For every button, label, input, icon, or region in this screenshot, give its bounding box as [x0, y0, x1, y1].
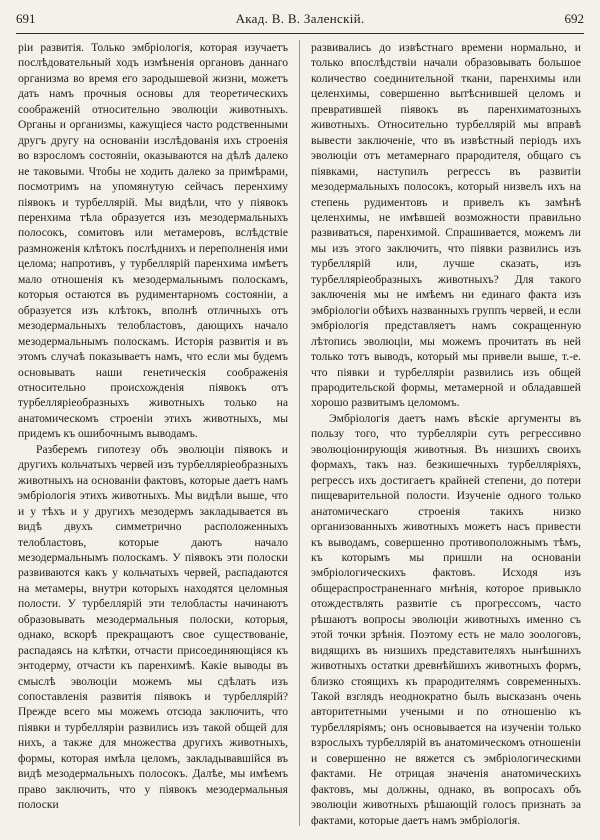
left-column [18, 40, 288, 826]
header-rule [16, 33, 584, 34]
page-number-left: 691 [16, 11, 36, 26]
paragraph: развивались до извѣстнаго времени нормально, и только впослѣдствіи начали образовывать большое количество соединительной ткани, паренхимы или целенхимы, совершенно вытѣснившей целомъ и превратившей піявокъ въ паренхиматозныхъ животныхъ. Относительно турбеллярій мы вправѣ вывести заключеніе, что въ извѣстный періодъ ихъ эволюціи отъ метамернаго прародителя, общаго съ піявками, наступилъ регрессъ въ развитіи мезодермальныхъ полосокъ, который низвелъ ихъ на степень рудиментовъ и привелъ къ замѣнѣ целенхимы, не имѣвшей возможности правильно развиваться, паренхимой. Спрашивается, можемъ ли мы изъ этого заключить, что піявки развились изъ турбеллярій или, лучше сказать, изъ турбелляріеобразныхъ животныхъ? Для такого заключенія мы не имѣемъ ни единаго факта изъ эмбріологіи обѣихъ названныхъ группъ червей, и если эмбріологія представляетъ намъ сокращенную лѣтопись эволюціи, мы можемъ прочитать въ ней только тотъ выводъ, который мы привели выше, т.-е. что піявки и турбелляріи развились изъ общей прародительской формы, метамерной и обладавшей хорошо развитымъ целомомъ. [311, 41, 581, 410]
page-number-right: 692 [564, 11, 584, 26]
paragraph: Эмбріологія даетъ намъ вѣскіе аргументы въ пользу того, что турбелляріи суть регрессивно эволюціонирующія животныя. Въ низшихъ своихъ формахъ, такъ наз. безкишечныхъ турбелляріяхъ, регрессъ ихъ достигаетъ крайней степени, до потери пищеварительной полости. Изученіе одного только анатомическаго строенія такихъ низко организованныхъ животныхъ можетъ насъ привести къ выводамъ, совершенно противоположнымъ тѣмъ, къ которымъ мы пришли на основаніи эмбріологическихъ фактовъ. Исходя изъ общераспространеннаго мнѣнія, которое привыкло отождествлять развитіе съ прогрессомъ, часто рѣшаютъ вопросы эволюціи животныхъ именно съ этой точки зрѣнія. Поэтому есть не мало зоологовъ, видящихъ въ низшихъ представителяхъ нынѣшнихъ животныхъ остатки древнѣйшихъ животныхъ формъ, близко стоящихъ къ прародителямъ современныхъ. Такой взглядъ неоднократно былъ высказанъ очень авторитетными учеными и по отношенію къ турбелляріямъ; онъ основывается на изученіи только взрослыхъ турбеллярій въ анатомическомъ отношеніи и совершенно не вяжется съ эмбріологическими фактами. Не отрицая значенія анатомическихъ фактовъ, мы должны, однако, въ вопросахъ объ эволюціи животныхъ рѣшающій голосъ признать за фактами, которые даетъ намъ эмбріологія. [311, 411, 581, 826]
running-header [16, 8, 584, 30]
column-divider [299, 40, 300, 826]
paragraph: ріи развитія. Только эмбріологія, которая изучаетъ послѣдовательный ходъ измѣненія органовъ даннаго организма во время его зародышевой жизни, можетъ дать намъ прочныя основы для теоретическихъ соображеній относительно эволюціи животныхъ. Органы и организмы, кажущіеся часто родственными другъ другу на основаніи изслѣдованія ихъ строенія во взросломъ состояніи, оказываются на дѣлѣ далеко не таковыми. Чтобы не ходить далеко за примѣрами, посмотримъ на упомянутую сейчасъ перенхиму піявокъ и турбеллярій. Мы видѣли, что у піявокъ перенхима тѣла образуется изъ мезодермальныхъ полосокъ, сомитовъ или метамеровъ, вслѣдствіе размноженія клѣтокъ послѣднихъ и переполненія ими целома; напротивъ, у турбеллярій паренхима имѣетъ мало отношенія къ мезодермальнымъ полоскамъ, которыя остаются въ рудиментарномъ состояніи, а образуется изъ клѣтокъ, вполнѣ отличныхъ отъ мезодермальныхъ телобластовъ, дающихъ начало мезодермальнымъ полоскамъ. Исторія развитія и въ этомъ случаѣ показываетъ намъ, что если мы будемъ основывать наши генетическія соображенія относительно происхожденія піявокъ отъ турбелляріеобразныхъ животныхъ только на анатомическомъ строеніи этихъ животныхъ, мы придемъ къ ошибочнымъ выводамъ. [18, 41, 288, 441]
running-title: Акад. В. В. Заленскій. [235, 11, 365, 26]
right-column [311, 40, 581, 826]
paragraph: Разберемъ гипотезу объ эволюціи піявокъ и другихъ кольчатыхъ червей изъ турбелляріеобразныхъ животныхъ на основаніи фактовъ, которые даетъ намъ эмбріологія этихъ животныхъ. Мы видѣли выше, что и у тѣхъ и у другихъ мезодермъ закладывается въ видѣ двухъ симметрично расположенныхъ телобластовъ, которые даютъ начало мезодермальнымъ полоскамъ. У піявокъ эти полоски развиваются какъ у кольчатыхъ червей, распадаются на метамеры, внутри которыхъ находятся целомныя полости. У турбеллярій эти телобласты начинаютъ образовывать мезодермальныя полоски, которыя, однако, вскорѣ прекращаютъ свое существованіе, распадаясь на клѣтки, отчасти присоединяющіяся къ энтодерму, отчасти къ паренхимѣ. Какіе выводы въ смыслѣ эволюціи можемъ мы сдѣлать изъ сопоставленія развитія піявокъ и турбеллярій? Прежде всего мы можемъ отсюда заключить, что піявки и турбелляріи развились изъ такой общей для нихъ, а также для множества другихъ животныхъ, формы, которая имѣла целомъ, закладывавшійся въ видѣ мезодермальныхъ полосокъ. Далѣе, мы имѣемъ право заключить, что у піявокъ мезодермальныя полоски [18, 442, 288, 812]
